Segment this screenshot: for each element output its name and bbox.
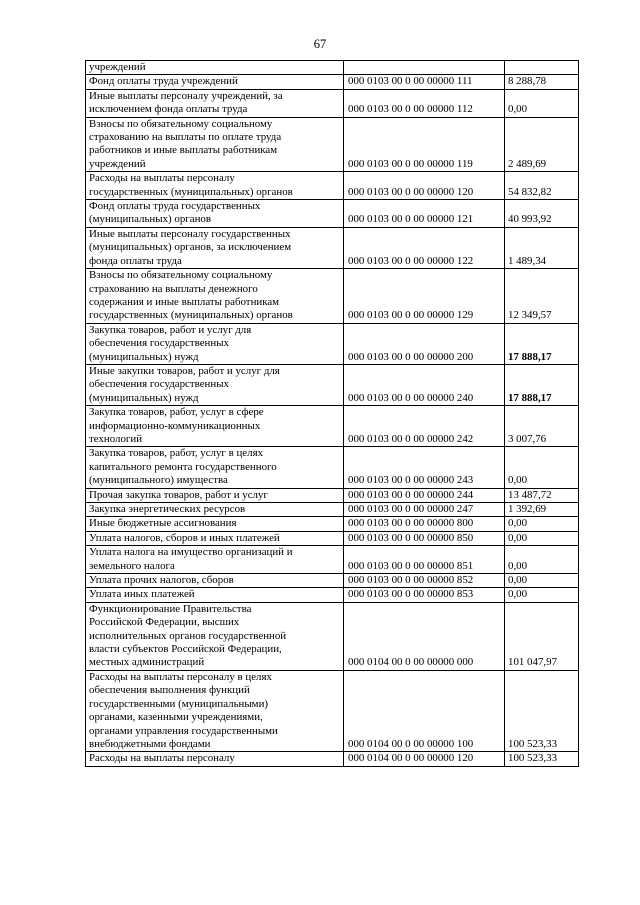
- row-amount-cell: 17 888,17: [505, 364, 579, 405]
- row-code-cell: 000 0103 00 0 00 00000 120: [344, 172, 505, 200]
- row-code-cell: 000 0103 00 0 00 00000 119: [344, 117, 505, 172]
- row-code-cell: 000 0103 00 0 00 00000 800: [344, 517, 505, 531]
- row-code-cell: 000 0103 00 0 00 00000 247: [344, 503, 505, 517]
- table-row: [86, 588, 579, 602]
- row-name-cell: Иные выплаты персоналу учреждений, за исключением фонда оплаты труда: [86, 89, 344, 117]
- row-amount-cell: 0,00: [505, 531, 579, 545]
- row-amount-cell: 1 392,69: [505, 503, 579, 517]
- row-name-cell: Фонд оплаты труда государственных (муниципальных) органов: [86, 200, 344, 228]
- row-name-cell: Уплата налогов, сборов и иных платежей: [86, 531, 344, 545]
- budget-table-body: [86, 61, 579, 767]
- table-row: [86, 546, 579, 574]
- table-row: [86, 406, 579, 447]
- row-amount-cell: 3 007,76: [505, 406, 579, 447]
- table-row: [86, 364, 579, 405]
- row-amount-cell: 101 047,97: [505, 602, 579, 670]
- row-name-cell: учреждений: [86, 61, 344, 75]
- row-name-cell: Расходы на выплаты персоналу государственных (муниципальных) органов: [86, 172, 344, 200]
- table-row: [86, 517, 579, 531]
- table-row: [86, 602, 579, 670]
- row-name-cell: Фонд оплаты труда учреждений: [86, 75, 344, 89]
- row-name-cell: Закупка энергетических ресурсов: [86, 503, 344, 517]
- row-amount-cell: 40 993,92: [505, 200, 579, 228]
- row-name-cell: Функционирование Правительства Российской Федерации, высших исполнительных органов государственной власти субъектов Российской Федерации, местных администраций: [86, 602, 344, 670]
- row-code-cell: 000 0103 00 0 00 00000 850: [344, 531, 505, 545]
- table-row: [86, 574, 579, 588]
- row-code-cell: 000 0103 00 0 00 00000 243: [344, 447, 505, 488]
- table-row: [86, 531, 579, 545]
- row-name-cell: Закупка товаров, работ, услуг в целях капитального ремонта государственного (муниципального) имущества: [86, 447, 344, 488]
- row-amount-cell: 0,00: [505, 89, 579, 117]
- table-row: [86, 323, 579, 364]
- row-name-cell: Прочая закупка товаров, работ и услуг: [86, 488, 344, 502]
- row-amount-cell: 1 489,34: [505, 227, 579, 268]
- row-name-cell: Закупка товаров, работ, услуг в сфере информационно-коммуникационных технологий: [86, 406, 344, 447]
- row-code-cell: 000 0103 00 0 00 00000 200: [344, 323, 505, 364]
- row-code-cell: 000 0103 00 0 00 00000 122: [344, 227, 505, 268]
- page-number: 67: [313, 37, 327, 51]
- row-name-cell: Расходы на выплаты персоналу в целях обеспечения выполнения функций государственными (муниципальными) органами, казенными учреждениями, органами управления государственными внебюджетными фондами: [86, 670, 344, 751]
- table-row: [86, 447, 579, 488]
- row-name-cell: Взносы по обязательному социальному страхованию на выплаты по оплате труда работников и иные выплаты работникам учреждений: [86, 117, 344, 172]
- row-code-cell: 000 0103 00 0 00 00000 852: [344, 574, 505, 588]
- row-amount-cell: 0,00: [505, 517, 579, 531]
- budget-table: [85, 60, 579, 767]
- row-amount-cell: 13 487,72: [505, 488, 579, 502]
- row-name-cell: Закупка товаров, работ и услуг для обеспечения государственных (муниципальных) нужд: [86, 323, 344, 364]
- row-amount-cell: 100 523,33: [505, 752, 579, 766]
- table-row: [86, 488, 579, 502]
- row-code-cell: 000 0103 00 0 00 00000 244: [344, 488, 505, 502]
- row-code-cell: 000 0103 00 0 00 00000 851: [344, 546, 505, 574]
- row-name-cell: Иные закупки товаров, работ и услуг для обеспечения государственных (муниципальных) нужд: [86, 364, 344, 405]
- row-code-cell: 000 0103 00 0 00 00000 853: [344, 588, 505, 602]
- row-amount-cell: 17 888,17: [505, 323, 579, 364]
- table-row: [86, 503, 579, 517]
- table-row: [86, 75, 579, 89]
- row-code-cell: 000 0103 00 0 00 00000 242: [344, 406, 505, 447]
- row-code-cell: 000 0104 00 0 00 00000 000: [344, 602, 505, 670]
- row-name-cell: Расходы на выплаты персоналу: [86, 752, 344, 766]
- row-code-cell: 000 0103 00 0 00 00000 112: [344, 89, 505, 117]
- row-name-cell: Взносы по обязательному социальному страхованию на выплаты денежного содержания и иные выплаты работникам государственных (муниципальных) органов: [86, 269, 344, 324]
- row-amount-cell: 0,00: [505, 546, 579, 574]
- table-row: [86, 200, 579, 228]
- row-amount-cell: [505, 61, 579, 75]
- row-code-cell: 000 0103 00 0 00 00000 129: [344, 269, 505, 324]
- row-amount-cell: 8 288,78: [505, 75, 579, 89]
- row-name-cell: Иные бюджетные ассигнования: [86, 517, 344, 531]
- row-name-cell: Уплата прочих налогов, сборов: [86, 574, 344, 588]
- table-row: [86, 752, 579, 766]
- row-name-cell: Уплата иных платежей: [86, 588, 344, 602]
- row-name-cell: Иные выплаты персоналу государственных (муниципальных) органов, за исключением фонда оплаты труда: [86, 227, 344, 268]
- row-code-cell: 000 0104 00 0 00 00000 120: [344, 752, 505, 766]
- row-code-cell: [344, 61, 505, 75]
- table-row: [86, 670, 579, 751]
- table-row: [86, 61, 579, 75]
- row-amount-cell: 54 832,82: [505, 172, 579, 200]
- table-row: [86, 117, 579, 172]
- row-amount-cell: 0,00: [505, 588, 579, 602]
- row-amount-cell: 2 489,69: [505, 117, 579, 172]
- row-code-cell: 000 0103 00 0 00 00000 111: [344, 75, 505, 89]
- row-code-cell: 000 0103 00 0 00 00000 121: [344, 200, 505, 228]
- row-amount-cell: 12 349,57: [505, 269, 579, 324]
- table-row: [86, 172, 579, 200]
- table-row: [86, 269, 579, 324]
- table-row: [86, 89, 579, 117]
- table-row: [86, 227, 579, 268]
- row-name-cell: Уплата налога на имущество организаций и земельного налога: [86, 546, 344, 574]
- row-amount-cell: 100 523,33: [505, 670, 579, 751]
- row-code-cell: 000 0103 00 0 00 00000 240: [344, 364, 505, 405]
- row-amount-cell: 0,00: [505, 574, 579, 588]
- row-amount-cell: 0,00: [505, 447, 579, 488]
- row-code-cell: 000 0104 00 0 00 00000 100: [344, 670, 505, 751]
